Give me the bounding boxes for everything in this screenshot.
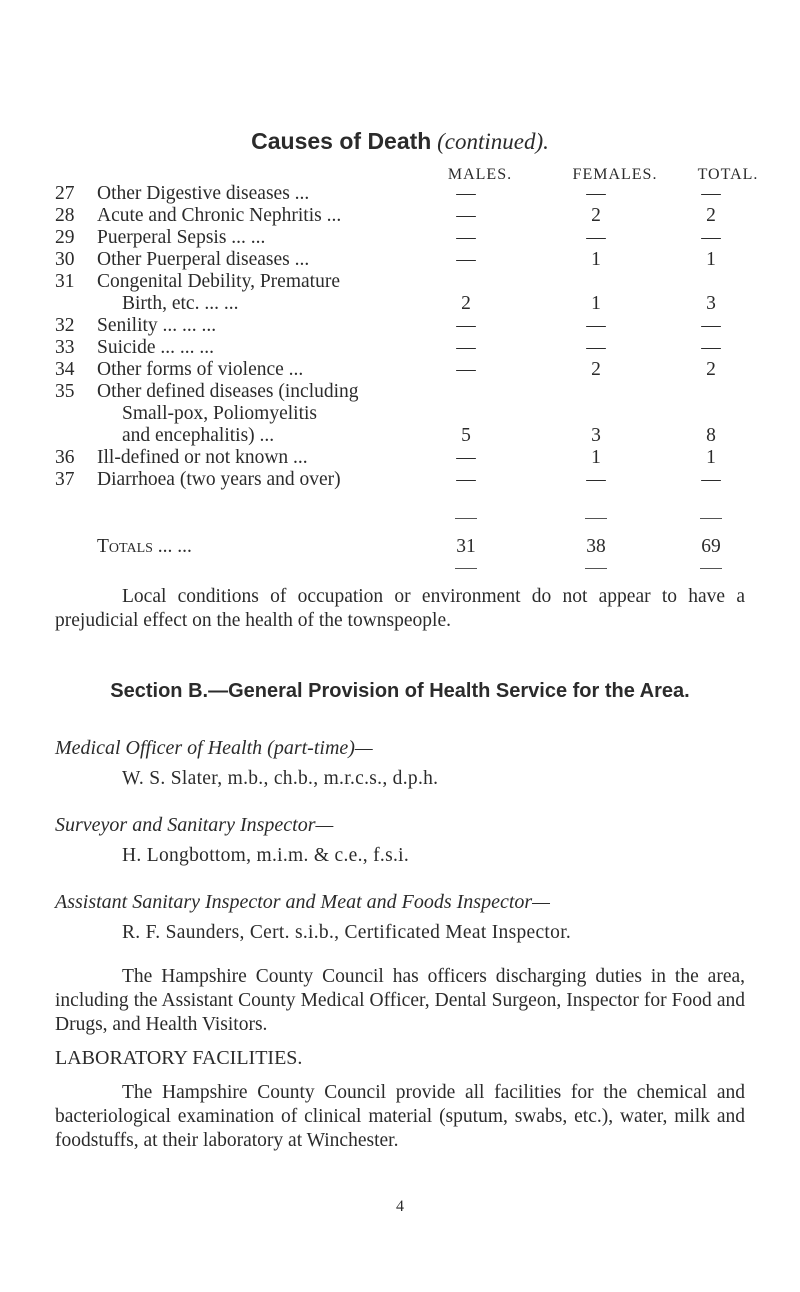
cell-total: — bbox=[701, 337, 721, 358]
cell-males: — bbox=[456, 315, 476, 336]
title-suffix: (continued). bbox=[437, 129, 549, 154]
laboratory-heading: LABORATORY FACILITIES. bbox=[55, 1047, 303, 1069]
cell-total: 1 bbox=[706, 447, 716, 468]
county-council-paragraph: The Hampshire County Council has officers discharging duties in the area, including the Assistant County Medical Officer, Dental Surgeon, Inspector for Food and Drugs, and Health Visitors. bbox=[55, 966, 745, 1035]
moh-name: W. S. Slater, m.b., ch.b., m.r.c.s., d.p.h. bbox=[122, 768, 439, 789]
cause-description: Puerperal Sepsis ... ... bbox=[97, 227, 266, 248]
totals-total: 69 bbox=[701, 536, 721, 557]
cell-males: — bbox=[456, 227, 476, 248]
cell-males: — bbox=[456, 183, 476, 204]
cell-total: 2 bbox=[706, 205, 716, 226]
cell-males: — bbox=[456, 447, 476, 468]
cell-males: — bbox=[456, 249, 476, 270]
row-number: 35 bbox=[55, 381, 75, 402]
cause-description: Congenital Debility, Premature bbox=[97, 271, 340, 292]
cell-females: — bbox=[586, 183, 606, 204]
row-number: 37 bbox=[55, 469, 75, 490]
cell-females: — bbox=[586, 227, 606, 248]
local-conditions-paragraph: Local conditions of occupation or environment do not appear to have a prejudicial effect on the health of the townspeople. bbox=[55, 586, 745, 631]
laboratory-paragraph: The Hampshire County Council provide all facilities for the chemical and bacteriological examination of clinical material (sputum, swabs, etc.), water, milk and foodstuffs, at their laboratory at Winchester. bbox=[55, 1082, 745, 1151]
cell-total: 8 bbox=[706, 425, 716, 446]
rule-females-bottom bbox=[585, 568, 607, 569]
cell-total: — bbox=[701, 183, 721, 204]
cell-females: — bbox=[586, 315, 606, 336]
cause-description: Diarrhoea (two years and over) bbox=[97, 469, 341, 490]
totals-label bbox=[97, 536, 192, 558]
rule-females-top bbox=[585, 518, 607, 519]
cell-total: 3 bbox=[706, 293, 716, 314]
cell-females: — bbox=[586, 469, 606, 490]
cause-description: Other defined diseases (including bbox=[97, 381, 359, 402]
assistant-name: R. F. Saunders, Cert. s.i.b., Certificated Meat Inspector. bbox=[122, 922, 572, 943]
row-number: 30 bbox=[55, 249, 75, 270]
cell-males: 5 bbox=[461, 425, 471, 446]
section-b-heading: Section B.—General Provision of Health Service for the Area. bbox=[110, 680, 690, 702]
page-title bbox=[0, 128, 800, 155]
cell-total: 2 bbox=[706, 359, 716, 380]
column-header-males: MALES. bbox=[447, 166, 513, 183]
row-number: 32 bbox=[55, 315, 75, 336]
cell-males: 2 bbox=[461, 293, 471, 314]
totals-label-text: Totals ... ... bbox=[97, 536, 192, 557]
cause-description: Small-pox, Poliomyelitis bbox=[122, 403, 318, 424]
cause-description: Ill-defined or not known ... bbox=[97, 447, 308, 468]
rule-total-top bbox=[700, 518, 722, 519]
assistant-role: Assistant Sanitary Inspector and Meat and Foods Inspector— bbox=[55, 891, 550, 913]
title-main: Causes of Death bbox=[251, 128, 432, 154]
rule-males-bottom bbox=[455, 568, 477, 569]
cell-females: 1 bbox=[591, 249, 601, 270]
cell-total: — bbox=[701, 469, 721, 490]
row-number: 33 bbox=[55, 337, 75, 358]
cell-males: — bbox=[456, 205, 476, 226]
surveyor-role: Surveyor and Sanitary Inspector— bbox=[55, 814, 334, 836]
row-number: 29 bbox=[55, 227, 75, 248]
cell-females: 1 bbox=[591, 293, 601, 314]
cell-females: 3 bbox=[591, 425, 601, 446]
row-number: 28 bbox=[55, 205, 75, 226]
cause-description: Other Puerperal diseases ... bbox=[97, 249, 310, 270]
page-number: 4 bbox=[396, 1198, 404, 1215]
cell-total: 1 bbox=[706, 249, 716, 270]
row-number: 27 bbox=[55, 183, 75, 204]
column-header-females: FEMALES. bbox=[572, 166, 658, 183]
cell-total: — bbox=[701, 315, 721, 336]
cause-description: Suicide ... ... ... bbox=[97, 337, 214, 358]
column-header-total: TOTAL. bbox=[697, 166, 759, 183]
rule-total-bottom bbox=[700, 568, 722, 569]
rule-males-top bbox=[455, 518, 477, 519]
cell-males: — bbox=[456, 469, 476, 490]
cell-females: — bbox=[586, 337, 606, 358]
cell-total: — bbox=[701, 227, 721, 248]
cell-males: — bbox=[456, 337, 476, 358]
cause-description: Acute and Chronic Nephritis ... bbox=[97, 205, 342, 226]
row-number: 31 bbox=[55, 271, 75, 292]
totals-females: 38 bbox=[586, 536, 606, 557]
cell-females: 1 bbox=[591, 447, 601, 468]
cell-females: 2 bbox=[591, 359, 601, 380]
surveyor-name: H. Longbottom, m.i.m. & c.e., f.s.i. bbox=[122, 845, 410, 866]
row-number: 34 bbox=[55, 359, 75, 380]
cause-description: Other forms of violence ... bbox=[97, 359, 304, 380]
cause-description: and encephalitis) ... bbox=[122, 425, 275, 446]
moh-role: Medical Officer of Health (part-time)— bbox=[55, 737, 373, 759]
totals-males: 31 bbox=[456, 536, 476, 557]
cell-females: 2 bbox=[591, 205, 601, 226]
cause-description: Senility ... ... ... bbox=[97, 315, 217, 336]
cause-description: Birth, etc. ... ... bbox=[122, 293, 239, 314]
cell-males: — bbox=[456, 359, 476, 380]
row-number: 36 bbox=[55, 447, 75, 468]
cause-description: Other Digestive diseases ... bbox=[97, 183, 310, 204]
